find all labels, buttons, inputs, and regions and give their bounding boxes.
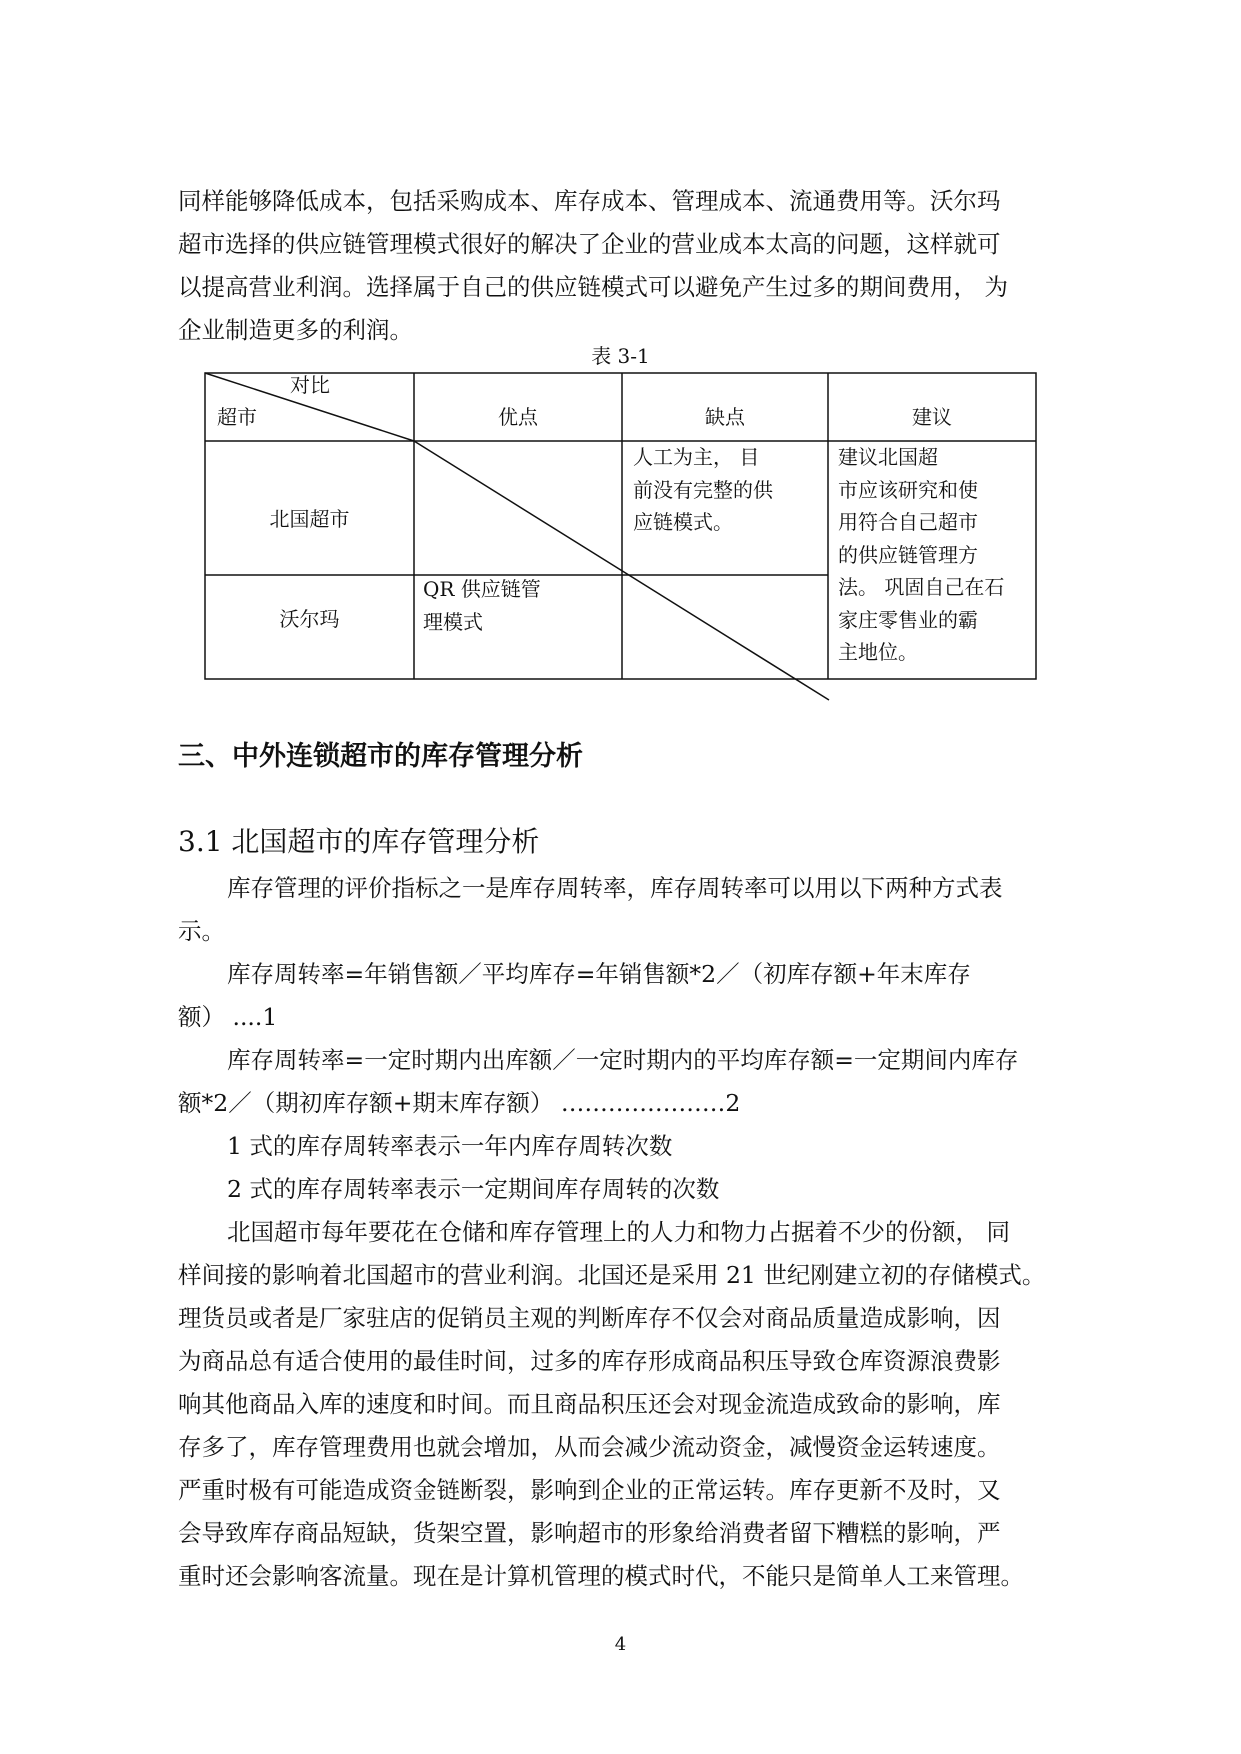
text-line: 企业制造更多的利润。 — [178, 316, 413, 344]
cell-line: 前没有完整的供 — [633, 477, 773, 502]
cell-line: QR 供应链管 — [423, 577, 541, 601]
comparison-table — [205, 373, 1045, 713]
text-line: 1 式的库存周转率表示一年内库存周转次数 — [227, 1132, 673, 1160]
text-line: 会导致库存商品短缺，货架空置，影响超市的形象给消费者留下糟糕的影响，严 — [178, 1519, 1001, 1547]
pros-walmart — [423, 573, 541, 638]
text-line: 响其他商品入库的速度和时间。而且商品积压还会对现金流造成致命的影响，库 — [178, 1390, 1001, 1418]
cell-line: 应链模式。 — [633, 510, 733, 534]
text-line: 为商品总有适合使用的最佳时间，过多的库存形成商品积压导致仓库资源浪费影 — [178, 1347, 1001, 1375]
cell-line: 建议北国超 — [838, 445, 938, 469]
text-line: 样间接的影响着北国超市的营业利润。北国还是采用 21 世纪刚建立初的存储模式。 — [178, 1261, 1046, 1289]
cons-beiguo — [633, 441, 773, 539]
cell-line: 家庄零售业的霸 — [838, 607, 978, 632]
text-line: 重时还会影响客流量。现在是计算机管理的模式时代，不能只是简单人工来管理。 — [178, 1562, 1024, 1590]
corner-label-top: 对比 — [290, 373, 330, 397]
text-line: 存多了，库存管理费用也就会增加，从而会减少流动资金，减慢资金运转速度。 — [178, 1433, 1001, 1461]
text-line: 超市选择的供应链管理模式很好的解决了企业的营业成本太高的问题，这样就可 — [178, 230, 1001, 258]
header-cons: 缺点 — [705, 405, 745, 429]
row-name-walmart: 沃尔玛 — [279, 607, 340, 631]
text-line: 2 式的库存周转率表示一定期间库存周转的次数 — [227, 1175, 720, 1203]
text-line: 理货员或者是厂家驻店的促销员主观的判断库存不仅会对商品质量造成影响，因 — [178, 1304, 1001, 1332]
body-text — [178, 867, 1071, 1598]
header-suggestion: 建议 — [912, 405, 952, 429]
text-line: 库存管理的评价指标之一是库存周转率，库存周转率可以用以下两种方式表 — [227, 874, 1003, 902]
cell-line: 理模式 — [423, 609, 483, 634]
cell-line: 市应该研究和使 — [838, 477, 978, 502]
text-line: 库存周转率=一定时期内出库额／一定时期内的平均库存额=一定期间内库存 — [227, 1046, 1019, 1074]
header-pros: 优点 — [498, 405, 538, 429]
text-line: 同样能够降低成本，包括采购成本、库存成本、管理成本、流通费用等。沃尔玛 — [178, 187, 1001, 215]
section-title: 三、中外连锁超市的库存管理分析 — [178, 741, 583, 772]
text-line: 严重时极有可能造成资金链断裂，影响到企业的正常运转。库存更新不及时，又 — [178, 1476, 1001, 1504]
text-line: 示。 — [178, 917, 225, 945]
corner-label-bottom: 超市 — [217, 405, 257, 429]
text-line: 北国超市每年要花在仓储和库存管理上的人力和物力占据着不少的份额， 同 — [227, 1218, 1010, 1246]
suggestion-cell — [838, 441, 1004, 669]
table-caption: 表 3-1 — [591, 344, 650, 368]
page-number: 4 — [614, 1634, 627, 1655]
row-name-beiguo: 北国超市 — [269, 507, 350, 531]
text-line: 库存周转率=年销售额／平均库存=年销售额*2／（初库存额+年末库存 — [227, 960, 971, 988]
cell-line: 主地位。 — [838, 640, 918, 664]
text-line: 以提高营业利润。选择属于自己的供应链模式可以避免产生过多的期间费用， 为 — [178, 273, 1008, 301]
text-line: 额） ....1 — [178, 1003, 278, 1031]
cell-line: 人工为主， 目 — [633, 445, 760, 469]
cell-line: 法。 巩固自己在石 — [838, 575, 1005, 599]
intro-paragraph — [178, 180, 1071, 352]
subsection-title: 3.1 北国超市的库存管理分析 — [178, 825, 540, 858]
text-line: 额*2／（期初库存额+期末库存额） …………………2 — [178, 1089, 741, 1117]
cell-line: 用符合自己超市 — [838, 510, 978, 534]
cell-line: 的供应链管理方 — [838, 542, 978, 567]
